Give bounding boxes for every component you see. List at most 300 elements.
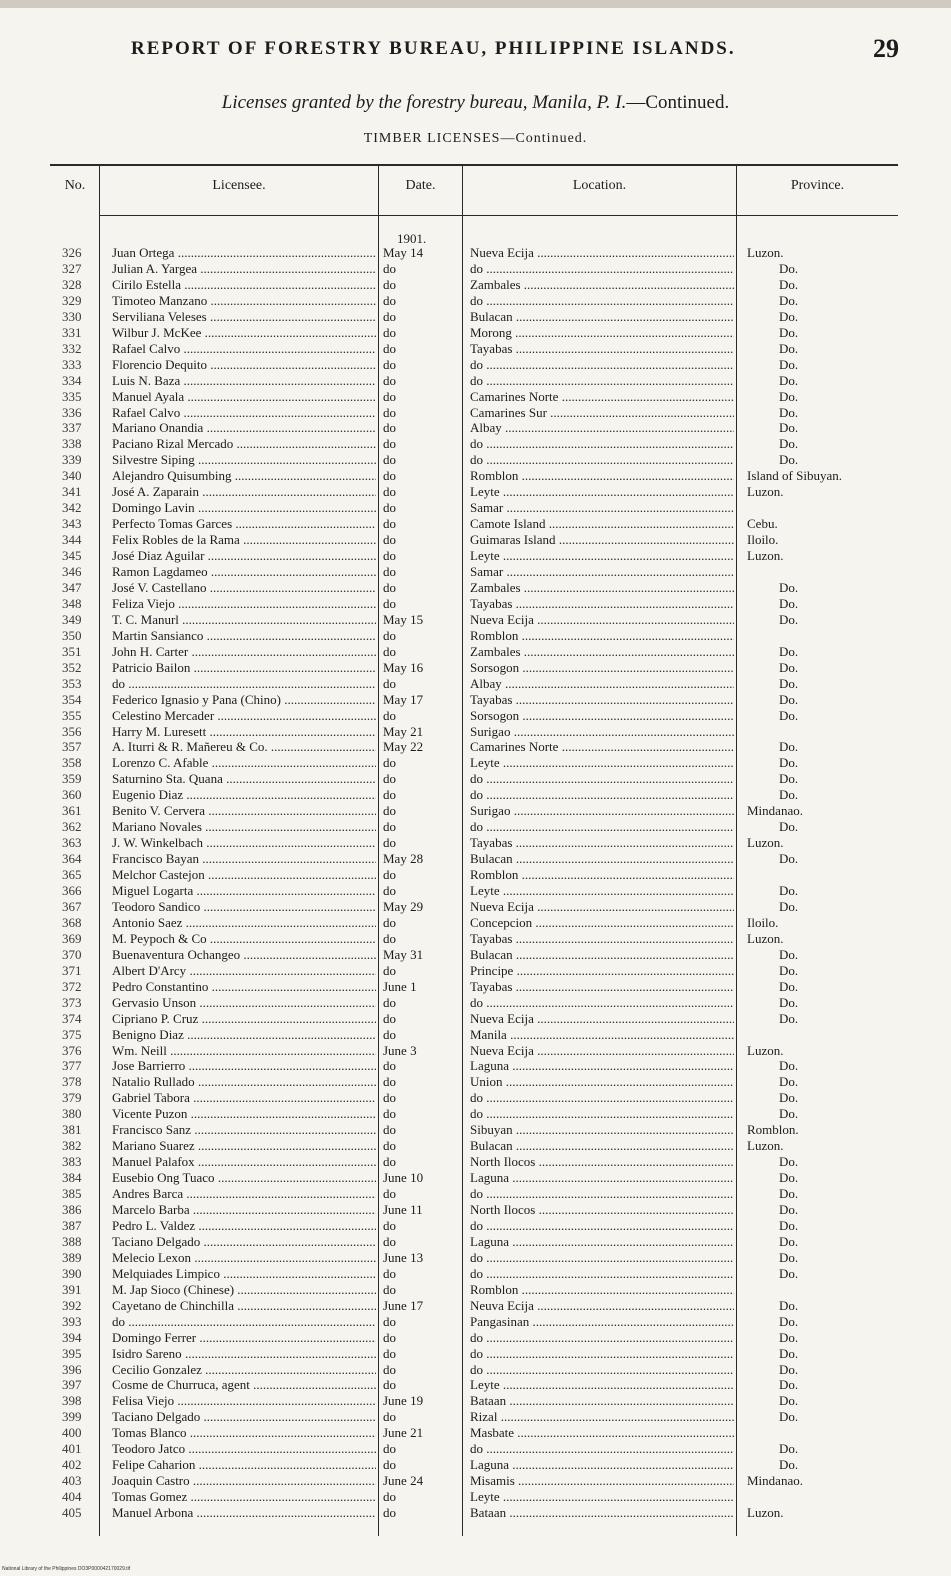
cell-number: 381 <box>62 1122 82 1138</box>
cell-date: do <box>383 532 396 548</box>
cell-number: 382 <box>62 1138 82 1154</box>
cell-licensee: José V. Castellano ..... <box>112 580 376 596</box>
cell-location: Principe ..... <box>470 963 734 979</box>
cell-date: May 21 <box>383 723 424 739</box>
cell-location: Bataan ..... <box>470 1393 734 1409</box>
cell-licensee: Rafael Calvo ..... <box>112 341 376 357</box>
cell-province: Luzon. <box>747 1042 784 1058</box>
cell-number: 334 <box>62 372 82 388</box>
cell-licensee: Benigno Diaz ..... <box>112 1027 376 1043</box>
page-number: 29 <box>873 34 899 63</box>
cell-licensee: Wilbur J. McKee ..... <box>112 325 376 341</box>
column-header-date: Date. <box>405 178 436 193</box>
table-row <box>0 1489 951 1505</box>
cell-licensee: Melquiades Limpico ..... <box>112 1266 376 1282</box>
cell-location: Leyte ..... <box>470 484 734 500</box>
cell-location: do ..... <box>470 1186 734 1202</box>
cell-province: Iloilo. <box>747 532 779 548</box>
cell-date: do <box>383 803 396 819</box>
cell-province: Do. <box>779 1010 799 1026</box>
table-row <box>0 357 951 373</box>
cell-date: June 10 <box>383 1170 424 1186</box>
table-row <box>0 452 951 468</box>
cell-location: Leyte ..... <box>470 755 734 771</box>
cell-licensee: Taciano Delgado ..... <box>112 1234 376 1250</box>
table-caption <box>0 92 951 114</box>
table-row <box>0 1362 951 1378</box>
cell-date: do <box>383 1281 396 1297</box>
cell-number: 363 <box>62 835 82 851</box>
cell-licensee: Teodoro Jatco ..... <box>112 1441 376 1457</box>
cell-date: June 17 <box>383 1297 424 1313</box>
cell-location: North Ilocos ..... <box>470 1154 734 1170</box>
cell-province: Do. <box>779 883 799 898</box>
cell-licensee: Federico Ignasio y Pana (Chino) ..... <box>112 692 376 708</box>
cell-province: Do. <box>779 898 799 914</box>
cell-number: 378 <box>62 1074 82 1090</box>
table-row <box>0 564 951 580</box>
cell-province: Do. <box>779 962 799 978</box>
cell-date: do <box>383 1409 396 1425</box>
table-row <box>0 803 951 819</box>
table-row <box>0 1346 951 1362</box>
cell-province: Island of Sibuyan. <box>747 468 842 484</box>
column-header-location: Location. <box>572 178 627 193</box>
cell-date: do <box>383 1361 396 1377</box>
cell-date: do <box>383 787 396 803</box>
cell-licensee: do ..... <box>112 1314 376 1330</box>
table-row <box>0 1074 951 1090</box>
cell-number: 353 <box>62 675 82 691</box>
cell-date: May 17 <box>383 691 424 707</box>
year-label: 1901. <box>397 231 427 246</box>
table-row <box>0 755 951 771</box>
cell-location: do ..... <box>470 771 734 787</box>
cell-licensee: M. Peypoch & Co ..... <box>112 931 376 947</box>
cell-licensee: Benito V. Cervera ..... <box>112 803 376 819</box>
cell-licensee: Isidro Sareno ..... <box>112 1346 376 1362</box>
cell-licensee: Serviliana Veleses ..... <box>112 309 376 325</box>
cell-date: do <box>383 1457 396 1473</box>
table-row <box>0 835 951 851</box>
cell-location: Zambales ..... <box>470 644 734 660</box>
cell-province: Luzon. <box>747 1138 784 1154</box>
cell-location: do ..... <box>470 436 734 452</box>
cell-licensee: Silvestre Siping ..... <box>112 452 376 468</box>
cell-location: do ..... <box>470 261 734 277</box>
cell-number: 361 <box>62 803 82 819</box>
cell-number: 339 <box>62 452 82 468</box>
cell-location: Albay ..... <box>470 676 734 692</box>
cell-number: 344 <box>62 532 82 548</box>
cell-licensee: Teodoro Sandico ..... <box>112 899 376 915</box>
section-title: TIMBER LICENSES—Continued. <box>363 131 588 146</box>
cell-number: 345 <box>62 548 82 564</box>
cell-date: May 31 <box>383 946 424 962</box>
cell-number: 343 <box>62 516 82 532</box>
cell-province: Do. <box>779 1457 799 1473</box>
cell-province: Do. <box>779 356 799 372</box>
table-row <box>0 516 951 532</box>
cell-location: Bulacan ..... <box>470 1138 734 1154</box>
cell-province: Do. <box>779 1233 799 1249</box>
cell-licensee: José Diaz Aguilar ..... <box>112 548 376 564</box>
cell-location: Laguna ..... <box>470 1234 734 1250</box>
table-row <box>0 947 951 963</box>
cell-date: do <box>383 500 396 516</box>
cell-licensee: A. Iturri & R. Mañereu & Co. ..... <box>112 739 376 755</box>
table-row <box>0 325 951 341</box>
caption-continued: —Continued. <box>626 92 730 113</box>
cell-licensee: Florencio Dequito ..... <box>112 357 376 373</box>
cell-province: Do. <box>779 579 799 595</box>
cell-date: May 14 <box>383 245 424 260</box>
cell-date: do <box>383 1090 396 1106</box>
cell-location: Camarines Norte ..... <box>470 739 734 755</box>
cell-location: Misamis ..... <box>470 1473 734 1489</box>
cell-date: do <box>383 1313 396 1329</box>
cell-location: Bulacan ..... <box>470 309 734 325</box>
cell-number: 342 <box>62 500 82 516</box>
table-row <box>0 484 951 500</box>
cell-province: Do. <box>779 308 799 324</box>
cell-province: Do. <box>779 436 799 452</box>
cell-number: 375 <box>62 1026 82 1042</box>
cell-location: Sorsogon ..... <box>470 708 734 724</box>
cell-licensee: Tomas Gomez ..... <box>112 1489 376 1505</box>
cell-number: 372 <box>62 978 82 994</box>
cell-date: May 22 <box>383 739 424 755</box>
cell-province: Do. <box>779 1170 799 1186</box>
cell-date: do <box>383 707 396 723</box>
cell-location: do ..... <box>470 1090 734 1106</box>
cell-province: Luzon. <box>747 835 784 851</box>
cell-location: Leyte ..... <box>470 1489 734 1505</box>
cell-location: Surigao ..... <box>470 803 734 819</box>
cell-province: Do. <box>779 324 799 340</box>
cell-number: 380 <box>62 1106 82 1122</box>
cell-location: Surigao ..... <box>470 724 734 740</box>
cell-number: 400 <box>62 1425 82 1441</box>
cell-number: 347 <box>62 579 82 595</box>
table-row <box>0 1058 951 1074</box>
table-row <box>0 995 951 1011</box>
table-row <box>0 771 951 787</box>
table-row <box>0 245 951 261</box>
cell-date: June 21 <box>383 1425 424 1441</box>
cell-number: 355 <box>62 707 82 723</box>
cell-location: Tayabas ..... <box>470 596 734 612</box>
cell-number: 373 <box>62 994 82 1010</box>
cell-date: May 16 <box>383 659 424 675</box>
table-row <box>0 436 951 452</box>
cell-licensee: Miguel Logarta ..... <box>112 883 376 899</box>
cell-province: Do. <box>779 1202 799 1217</box>
cell-location: do ..... <box>470 1266 734 1282</box>
cell-licensee: do ..... <box>112 676 376 692</box>
table-row <box>0 1250 951 1266</box>
cell-number: 369 <box>62 930 82 946</box>
table-row <box>0 931 951 947</box>
cell-licensee: J. W. Winkelbach ..... <box>112 835 376 851</box>
cell-number: 376 <box>62 1042 82 1058</box>
cell-province: Cebu. <box>747 516 778 532</box>
cell-number: 366 <box>62 883 82 898</box>
table-row <box>0 341 951 357</box>
cell-number: 333 <box>62 356 82 372</box>
table-row <box>0 500 951 516</box>
table-row <box>0 389 951 405</box>
cell-licensee: Mariano Suarez ..... <box>112 1138 376 1154</box>
cell-number: 351 <box>62 643 82 659</box>
cell-location: Bulacan ..... <box>470 947 734 963</box>
table-row <box>0 1330 951 1346</box>
cell-licensee: M. Jap Sioco (Chinese) ..... <box>112 1282 376 1298</box>
cell-licensee: Francisco Sanz ..... <box>112 1122 376 1138</box>
cell-province: Do. <box>779 276 799 292</box>
cell-date: do <box>383 1074 396 1090</box>
cell-date: May 28 <box>383 851 424 867</box>
table-row <box>0 1457 951 1473</box>
cell-date: do <box>383 595 396 611</box>
cell-number: 341 <box>62 484 82 500</box>
cell-date: do <box>383 1345 396 1361</box>
cell-location: Romblon ..... <box>470 867 734 883</box>
table-row <box>0 851 951 867</box>
cell-number: 336 <box>62 404 82 420</box>
cell-location: Sorsogon ..... <box>470 660 734 676</box>
cell-licensee: Marcelo Barba ..... <box>112 1202 376 1218</box>
cell-location: Romblon ..... <box>470 1282 734 1298</box>
cell-location: Camarines Sur ..... <box>470 405 734 421</box>
cell-location: Concepcion ..... <box>470 915 734 931</box>
table-row <box>0 596 951 612</box>
cell-location: Albay ..... <box>470 420 734 436</box>
cell-licensee: Cayetano de Chinchilla ..... <box>112 1298 376 1314</box>
table-row <box>0 692 951 708</box>
running-title: REPORT OF FORESTRY BUREAU, PHILIPPINE ISLANDS. <box>131 38 736 59</box>
cell-number: 358 <box>62 755 82 771</box>
cell-province: Do. <box>779 1313 799 1329</box>
cell-number: 402 <box>62 1457 82 1473</box>
cell-location: Zambales ..... <box>470 580 734 596</box>
page-header <box>0 34 951 68</box>
cell-province: Iloilo. <box>747 914 779 930</box>
cell-province: Do. <box>779 1217 799 1233</box>
cell-number: 370 <box>62 946 82 962</box>
table-row <box>0 1473 951 1489</box>
table-row <box>0 628 951 644</box>
cell-location: Laguna ..... <box>470 1058 734 1074</box>
cell-date: do <box>383 436 396 452</box>
cell-number: 330 <box>62 308 82 324</box>
cell-date: do <box>383 1026 396 1042</box>
cell-date: June 1 <box>383 978 417 994</box>
cell-number: 398 <box>62 1393 82 1409</box>
cell-province: Do. <box>779 643 799 659</box>
cell-location: do ..... <box>470 1441 734 1457</box>
table-row <box>0 420 951 436</box>
cell-location: North Ilocos ..... <box>470 1202 734 1218</box>
cell-province: Luzon. <box>747 484 784 500</box>
cell-licensee: Natalio Rullado ..... <box>112 1074 376 1090</box>
cell-number: 386 <box>62 1202 82 1217</box>
table-row <box>0 883 951 899</box>
cell-licensee: Perfecto Tomas Garces ..... <box>112 516 376 532</box>
cell-location: Samar ..... <box>470 500 734 516</box>
table-row <box>0 277 951 293</box>
cell-location: Laguna ..... <box>470 1170 734 1186</box>
cell-location: Guimaras Island ..... <box>470 532 734 548</box>
table-row <box>0 1425 951 1441</box>
table-row <box>0 1043 951 1059</box>
table-row <box>0 1218 951 1234</box>
table-row <box>0 1409 951 1425</box>
cell-date: do <box>383 1489 396 1505</box>
cell-province: Do. <box>779 851 799 867</box>
cell-location: Neuva Ecija ..... <box>470 1298 734 1314</box>
cell-location: Nueva Ecija ..... <box>470 245 734 261</box>
column-header-no: No. <box>64 178 86 193</box>
cell-date: do <box>383 452 396 468</box>
table-row <box>0 963 951 979</box>
cell-licensee: Eusebio Ong Tuaco ..... <box>112 1170 376 1186</box>
cell-licensee: Timoteo Manzano ..... <box>112 293 376 309</box>
table-row <box>0 532 951 548</box>
cell-location: do ..... <box>470 373 734 389</box>
cell-number: 384 <box>62 1170 82 1186</box>
table-row <box>0 1377 951 1393</box>
table-row <box>0 309 951 325</box>
cell-number: 326 <box>62 245 82 260</box>
cell-province: Do. <box>779 739 799 755</box>
cell-location: Nueva Ecija ..... <box>470 612 734 628</box>
cell-location: Manila ..... <box>470 1027 734 1043</box>
cell-number: 367 <box>62 898 82 914</box>
cell-number: 329 <box>62 292 82 308</box>
table-row <box>0 1314 951 1330</box>
cell-number: 392 <box>62 1297 82 1313</box>
cell-number: 390 <box>62 1265 82 1281</box>
cell-licensee: Cosme de Churruca, agent ..... <box>112 1377 376 1393</box>
cell-number: 360 <box>62 787 82 803</box>
cell-licensee: Domingo Lavin ..... <box>112 500 376 516</box>
cell-date: do <box>383 914 396 930</box>
cell-date: do <box>383 1106 396 1122</box>
cell-date: do <box>383 324 396 340</box>
cell-location: Camarines Norte ..... <box>470 389 734 405</box>
cell-province: Do. <box>779 994 799 1010</box>
cell-province: Do. <box>779 1409 799 1425</box>
cell-province: Do. <box>779 340 799 356</box>
cell-location: Zambales ..... <box>470 277 734 293</box>
cell-province: Do. <box>779 260 799 276</box>
cell-province: Do. <box>779 946 799 962</box>
table-row <box>0 708 951 724</box>
cell-province: Do. <box>779 1441 799 1457</box>
cell-province: Mindanao. <box>747 803 803 819</box>
cell-number: 340 <box>62 468 82 484</box>
cell-date: do <box>383 356 396 372</box>
cell-licensee: Vicente Puzon ..... <box>112 1106 376 1122</box>
cell-date: June 3 <box>383 1042 417 1058</box>
table-row <box>0 261 951 277</box>
cell-location: Tayabas ..... <box>470 341 734 357</box>
scan-footer: National Library of the Philippines DO3P000042170029.tif <box>2 1566 131 1572</box>
cell-province: Do. <box>779 1329 799 1345</box>
cell-number: 396 <box>62 1361 82 1377</box>
cell-province: Luzon. <box>747 1505 784 1521</box>
cell-date: do <box>383 962 396 978</box>
cell-date: do <box>383 867 396 883</box>
cell-province: Do. <box>779 1265 799 1281</box>
table-row <box>0 405 951 421</box>
cell-date: do <box>383 484 396 500</box>
cell-location: Masbate ..... <box>470 1425 734 1441</box>
cell-licensee: Antonio Saez ..... <box>112 915 376 931</box>
cell-location: Rizal ..... <box>470 1409 734 1425</box>
table-row <box>0 1011 951 1027</box>
cell-location: do ..... <box>470 787 734 803</box>
table-row <box>0 1234 951 1250</box>
cell-province: Do. <box>779 1074 799 1090</box>
cell-location: Romblon ..... <box>470 468 734 484</box>
cell-date: do <box>383 675 396 691</box>
table-row <box>0 1106 951 1122</box>
cell-licensee: Francisco Bayan ..... <box>112 851 376 867</box>
cell-licensee: Martin Sansianco ..... <box>112 628 376 644</box>
cell-number: 401 <box>62 1441 82 1457</box>
cell-location: Samar ..... <box>470 564 734 580</box>
cell-date: do <box>383 930 396 946</box>
cell-date: do <box>383 340 396 356</box>
cell-province: Do. <box>779 1393 799 1409</box>
cell-licensee: Cecilio Gonzalez ..... <box>112 1362 376 1378</box>
cell-location: do ..... <box>470 1362 734 1378</box>
cell-date: do <box>383 1329 396 1345</box>
cell-date: June 19 <box>383 1393 424 1409</box>
cell-licensee: Rafael Calvo ..... <box>112 405 376 421</box>
cell-location: Sibuyan ..... <box>470 1122 734 1138</box>
cell-number: 359 <box>62 771 82 787</box>
table-row <box>0 580 951 596</box>
table-row <box>0 1186 951 1202</box>
cell-province: Do. <box>779 771 799 787</box>
cell-location: Nueva Ecija ..... <box>470 1011 734 1027</box>
cell-date: do <box>383 1265 396 1281</box>
cell-date: do <box>383 883 396 898</box>
cell-number: 368 <box>62 914 82 930</box>
cell-number: 385 <box>62 1186 82 1202</box>
cell-number: 397 <box>62 1377 82 1393</box>
cell-date: do <box>383 1217 396 1233</box>
cell-province: Do. <box>779 1361 799 1377</box>
cell-number: 377 <box>62 1058 82 1074</box>
table-row <box>0 867 951 883</box>
cell-province: Do. <box>779 819 799 835</box>
cell-date: June 24 <box>383 1473 424 1489</box>
cell-licensee: Manuel Palafox ..... <box>112 1154 376 1170</box>
cell-date: do <box>383 260 396 276</box>
cell-location: do ..... <box>470 357 734 373</box>
cell-date: June 11 <box>383 1202 423 1217</box>
cell-location: Tayabas ..... <box>470 835 734 851</box>
cell-province: Do. <box>779 1249 799 1265</box>
cell-location: Morong ..... <box>470 325 734 341</box>
cell-licensee: Patricio Bailon ..... <box>112 660 376 676</box>
cell-date: do <box>383 627 396 643</box>
cell-date: do <box>383 1441 396 1457</box>
